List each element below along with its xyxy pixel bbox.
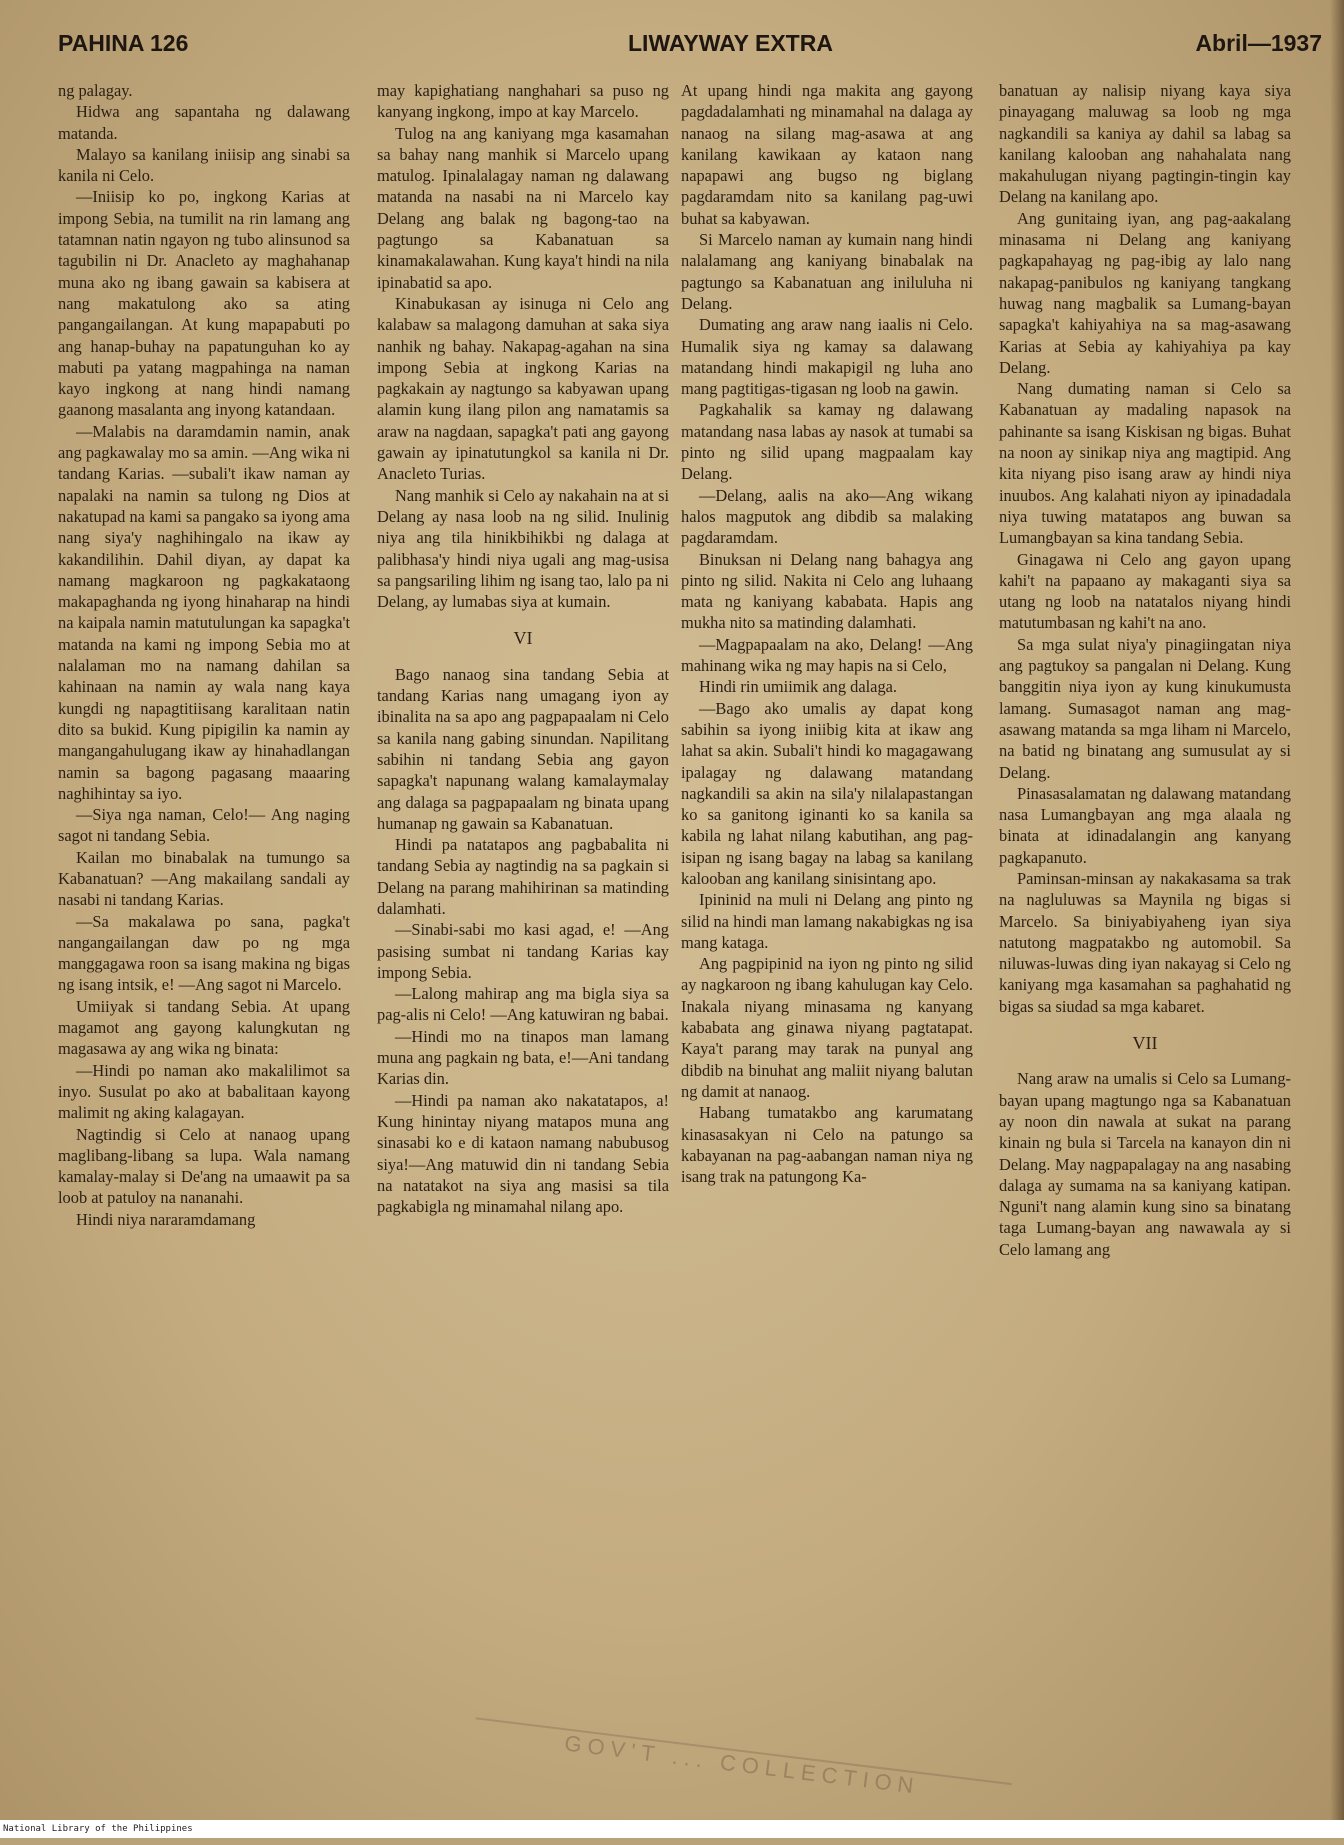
paragraph: Ginagawa ni Celo ang gayon upang kahi't na papaano ay makaganti siya sa utang ng loob na natatalos niyang hindi matutumbasan ng kahi't na ano. bbox=[999, 549, 1291, 634]
paragraph: Kailan mo binabalak na tumungo sa Kabanatuan? —Ang makailang sandali ay nasabi ni tandang Karias. bbox=[58, 847, 350, 911]
paragraph: ng palagay. bbox=[58, 80, 350, 101]
page-header bbox=[58, 30, 1322, 66]
issue-date: Abril—1937 bbox=[1195, 30, 1322, 57]
library-stamp: GOV'T ... COLLECTION bbox=[468, 1717, 1012, 1844]
paragraph: Ang pagpipinid na iyon ng pinto ng silid ay nagkaroon ng ibang kahulugan kay Celo. Inakala niyang minasama ng kanyang kababata ang ginawa niyang pagtatapat. Kaya't parang may tarak na punyal ang dibdib na binuhat ang maliit niyang balutan ng damit at nanaog. bbox=[681, 953, 973, 1102]
text-column-3 bbox=[681, 80, 973, 1780]
paragraph: —Hindi mo na tinapos man lamang muna ang pagkain ng bata, e!—Ani tandang Karias din. bbox=[377, 1026, 669, 1090]
section-number: VII bbox=[999, 1033, 1291, 1054]
paragraph: —Siya nga naman, Celo!— Ang naging sagot ni tandang Sebia. bbox=[58, 804, 350, 847]
section-number: VI bbox=[377, 628, 669, 649]
footer-credit: National Library of the Philippines bbox=[0, 1820, 1344, 1838]
paragraph: —Lalong mahirap ang ma bigla siya sa pag-alis ni Celo! —Ang katuwiran ng babai. bbox=[377, 983, 669, 1026]
paragraph: Hindi niya nararamdamang bbox=[58, 1209, 350, 1230]
paragraph: Si Marcelo naman ay kumain nang hindi nalalamang ang kaniyang binabalak na pagtungo sa Kabanatuan ang iniluluha ni Delang. bbox=[681, 229, 973, 314]
page-number: PAHINA 126 bbox=[58, 30, 188, 57]
page-spine-shadow bbox=[1330, 0, 1344, 1838]
paragraph: Sa mga sulat niya'y pinagiingatan niya ang pagtukoy sa pangalan ni Delang. Kung banggitin niya iyon ay kung kinukumusta lamang. Sumasagot naman ang mag-asawang matanda sa mga liham ni Marcelo, na batid ng binatang ang sumusulat ay si Delang. bbox=[999, 634, 1291, 783]
paragraph: Bago nanaog sina tandang Sebia at tandang Karias nang umagang iyon ay ibinalita na sa apo ang pagpapaalam ni Celo sa kanila nang gabing sinundan. Napilitang sabihin ni tandang Sebia ang gayon sapagka't napunang walang kamalaymalay ang dalaga sa pagpapaalam ng binata upang humanap ng gawain sa Kabanatuan. bbox=[377, 664, 669, 834]
paragraph: —Iniisip ko po, ingkong Karias at impong Sebia, na tumilit na rin lamang ang tatamnan natin ngayon ng tubo alinsunod sa tagubilin ni Dr. Anacleto ay maghahanap muna ako ng ibang gawain sa kabisera at nang makatulong ako sa ating pangangailangan. At kung mapapabuti po ang hanap-buhay na papatunguhan ko ay mabuti pa yatang magpahinga na naman kayo ingkong at nang hindi namang gaanong masalanta ang inyong katandaan. bbox=[58, 186, 350, 420]
paragraph: Pagkahalik sa kamay ng dalawang matandang nasa labas ay nasok at tumabi sa pinto ng silid upang magpaalam kay Delang. bbox=[681, 399, 973, 484]
paragraph: Nang dumating naman si Celo sa Kabanatuan ay madaling napasok na pahinante sa isang Kiskisan ng bigas. Buhat na noon ay sinikap niya ang magtipid. Ang kita niyang piso isang araw ay hindi niya inuubos. Ang kalahati niyon ay ipinadadala niya tuwing matatapos ang buwan sa Lumangbayan sa kina tandang Sebia. bbox=[999, 378, 1291, 548]
paragraph: Malayo sa kanilang iniisip ang sinabi sa kanila ni Celo. bbox=[58, 144, 350, 187]
paragraph: Binuksan ni Delang nang bahagya ang pinto ng silid. Nakita ni Celo ang luhaang mata ng kaniyang kababata. Hapis ang mukha nito sa matinding dalamhati. bbox=[681, 549, 973, 634]
paragraph: Tulog na ang kaniyang mga kasamahan sa bahay nang manhik si Marcelo upang matulog. Ipinalalagay naman ng dalawang matanda na nasabi na ni Marcelo kay Delang ang balak ng bagong-tao na pagtungo sa Kabanatuan sa kinamakalawahan. Kung kaya't hindi na nila ipinabatid sa apo. bbox=[377, 123, 669, 293]
paragraph: —Bago ako umalis ay dapat kong sabihin sa iyong iniibig kita at ikaw ang lahat sa akin. Subali't hindi ko magagawang ipalagay ng dalawang matandang nagkandili sa akin na sila'y nilalapastangan ko sa ganitong iginanti ko sa kanila sa kabila ng lahat nilang kabutihan, ang pag-isipan ng isang bagay na labag sa kanilang kalooban ang kanilang sinisintang apo. bbox=[681, 698, 973, 890]
paragraph: Kinabukasan ay isinuga ni Celo ang kalabaw sa malagong damuhan at saka siya nanhik ng bahay. Nakapag-agahan na sina impong Sebia at ingkong Karias na pagkakain ay nagtungo sa kabyawan upang alamin kung ilang pilon ang namatamis sa araw na nagdaan, sapagka't pati ang gayong gawain ay ipinatutungkol sa kanila ni Dr. Anacleto Turias. bbox=[377, 293, 669, 485]
paragraph: Habang tumatakbo ang karumatang kinasasakyan ni Celo na patungo sa kabayanan na pag-aabangan naman niya ng isang trak na patungong Ka- bbox=[681, 1102, 973, 1187]
paragraph: Umiiyak si tandang Sebia. At upang magamot ang gayong kalungkutan ng magasawa ay ang wika ng binata: bbox=[58, 996, 350, 1060]
paragraph: At upang hindi nga makita ang gayong pagdadalamhati ng minamahal na dalaga ay nanaog na silang mag-asawa at ang kanilang kawikaan ay kataon nang napapawi ang bugso ng biglang pagdaramdam nito sa kanilang pag-uwi buhat sa kabyawan. bbox=[681, 80, 973, 229]
paragraph: Hindi rin umiimik ang dalaga. bbox=[681, 676, 973, 697]
paragraph: —Sa makalawa po sana, pagka't nangangailangan daw po ng mga manggagawa roon sa isang makina ng bigas ng isang intsik, e! —Ang sagot ni Marcelo. bbox=[58, 911, 350, 996]
paragraph: banatuan ay nalisip niyang kaya siya pinayagang maluwag sa loob ng mga nagkandili sa kaniya ay dahil sa labag sa kanilang kalooban ang nahahalata nang makahulugan niyang pagtingin-tingin kay Delang na kanilang apo. bbox=[999, 80, 1291, 208]
paragraph: —Magpapaalam na ako, Delang! —Ang mahinang wika ng may hapis na si Celo, bbox=[681, 634, 973, 677]
magazine-title: LIWAYWAY EXTRA bbox=[628, 30, 833, 57]
paragraph: may kapighatiang nanghahari sa puso ng kanyang ingkong, impo at kay Marcelo. bbox=[377, 80, 669, 123]
paragraph: Hindi pa natatapos ang pagbabalita ni tandang Sebia ay nagtindig na sa pagkain si Delang na parang mahihirinan sa matinding dalamhati. bbox=[377, 834, 669, 919]
paragraph: Nang manhik si Celo ay nakahain na at si Delang ay nasa loob na ng silid. Inulinig niya ang tila hinikbihikbi ng dalaga at palibhasa'y hindi niya ugali ang mag-usisa sa pangsariling lihim ng isang tao, lalo pa ni Delang, ay lumabas siya at kumain. bbox=[377, 485, 669, 613]
text-column-2 bbox=[377, 80, 669, 1780]
paragraph: Nagtindig si Celo at nanaog upang maglibang-libang sa lupa. Wala namang kamalay-malay si De'ang na umaawit pa sa loob at patuloy na nananahi. bbox=[58, 1124, 350, 1209]
paragraph: Pinasasalamatan ng dalawang matandang nasa Lumangbayan ang mga alaala ng binata at idinadalangin ang kanyang pagkapanuto. bbox=[999, 783, 1291, 868]
paragraph: Hidwa ang sapantaha ng dalawang matanda. bbox=[58, 101, 350, 144]
paragraph: —Malabis na daramdamin namin, anak ang pagkawalay mo sa amin. —Ang wika ni tandang Karias. —subali't ikaw naman ay napalaki na namin sa tulong ng Dios at nakatupad na kami sa pangako sa iyong ama nang siya'y naghihingalo na ikaw ay kakandilihin. Dahil diyan, ay dapat ka namang magkaroon ng pagkakataong makapaghanda ng iyong hinaharap na hindi na kaipala namin matutulungan ka sapagka't matanda na kami ng impong Sebia mo at nalalaman mo na namang dahilan sa kahinaan na namin ay wala nang kaya kungdi ng napagtitiisang karalitaan natin dito sa bukid. Kung pipigilin ka namin ay mangangahulugang ikaw ay hinahadlangan namin sa bagong pagasang maaaring naghihintay sa iyo. bbox=[58, 421, 350, 804]
paragraph: —Hindi po naman ako makalilimot sa inyo. Susulat po ako at babalitaan kayong malimit ng aking kalagayan. bbox=[58, 1060, 350, 1124]
text-column-4 bbox=[999, 80, 1291, 1770]
paragraph: —Hindi pa naman ako nakatatapos, a! Kung hinintay niyang matapos muna ang sinasabi ko e di kataon namang nabubusog siya!—Ang matuwid din ni tandang Sebia na natatakot na siya ang masisi sa tila pagkabigla ng minamahal nilang apo. bbox=[377, 1090, 669, 1218]
paragraph: —Delang, aalis na ako—Ang wikang halos magputok ang dibdib sa malaking pagdaramdam. bbox=[681, 485, 973, 549]
paragraph: Dumating ang araw nang iaalis ni Celo. Humalik siya ng kamay sa dalawang matandang hindi makapigil ng luha ano mang pagtitigas-tigasan ng loob na gawin. bbox=[681, 314, 973, 399]
paragraph: Nang araw na umalis si Celo sa Lumang-bayan upang magtungo nga sa Kabanatuan ay noon din nawala at sukat na parang kinain ng bula si Tarcela na kanayon din ni Delang. May nagpapalagay na ang nasabing dalaga ay sumama na sa kaniyang katipan. Nguni't nang alamin kung sino sa binatang taga Lumang-bayan ang nawawala ay si Celo lamang ang bbox=[999, 1068, 1291, 1260]
text-column-1 bbox=[58, 80, 350, 1770]
paragraph: —Sinabi-sabi mo kasi agad, e! —Ang pasising sumbat ni tandang Karias kay impong Sebia. bbox=[377, 919, 669, 983]
paragraph: Ang gunitaing iyan, ang pag-aakalang minasama ni Delang ang kaniyang pagkapahayag ng pag-ibig ay lalo nang nakapag-panibulos ng kaniyang tangkang huwag nang magbalik sa Lumang-bayan sapagka't kahiyahiya na sa mag-asawang Karias at Sebia ay kahiyahiya pa kay Delang. bbox=[999, 208, 1291, 378]
paragraph: Ipininid na muli ni Delang ang pinto ng silid na hindi man lamang nakabigkas ng isa mang kataga. bbox=[681, 889, 973, 953]
paragraph: Paminsan-minsan ay nakakasama sa trak na nagluluwas sa Maynila ng bigas si Marcelo. Sa biniyabiyaheng iyan siya natutong magpatakbo ng automobil. Sa niluwas-luwas ding iyan nakayag si Celo ng kaniyang mga kasamahan sa paghahatid ng bigas sa siudad sa mga kabaret. bbox=[999, 868, 1291, 1017]
